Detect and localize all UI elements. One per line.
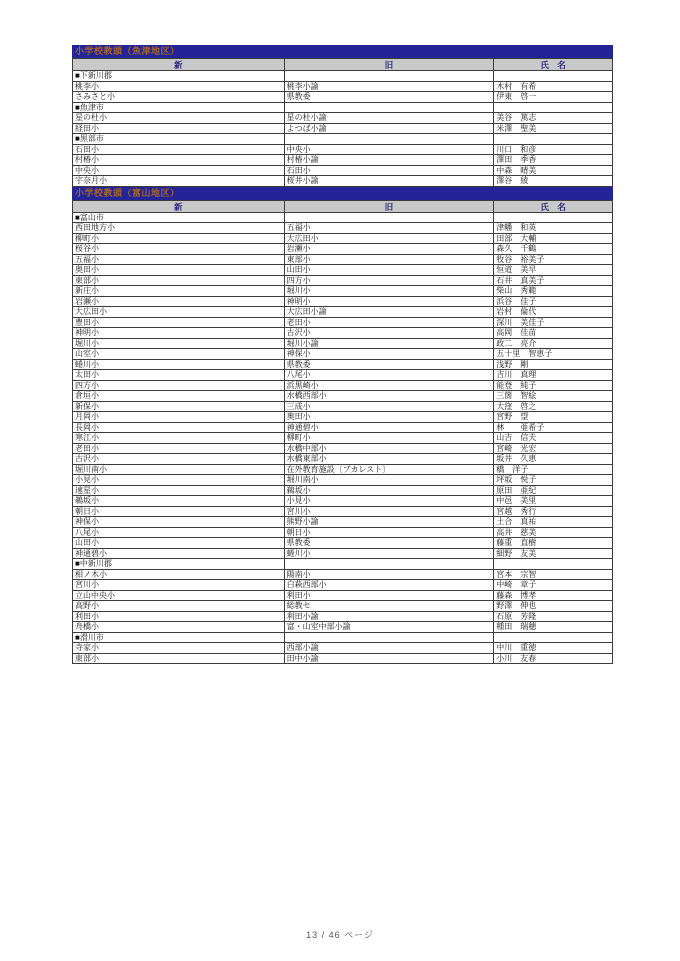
person-name-cell: 宮野 望 [494, 412, 613, 423]
person-name-cell: 伊東 啓一 [494, 92, 613, 103]
old-school-cell: 田中小諭 [285, 654, 495, 665]
table-row [73, 381, 613, 392]
table-row [73, 549, 613, 560]
new-school-cell: 東部小 [73, 276, 285, 287]
group-label: ■滑川市 [73, 633, 285, 644]
old-school-cell: 利田小 [285, 591, 495, 602]
old-school-cell: 利田小諭 [285, 612, 495, 623]
old-school-cell: 老田小 [285, 318, 495, 329]
table-row [73, 92, 613, 103]
new-school-cell: 鵜坂小 [73, 496, 285, 507]
old-school-cell [285, 213, 495, 224]
old-school-cell: 村椿小諭 [285, 155, 495, 166]
person-name-cell: 中崎 章子 [494, 580, 613, 591]
table-row [73, 454, 613, 465]
old-school-cell [285, 633, 495, 644]
group-row [73, 633, 613, 644]
personnel-table [72, 200, 613, 665]
section-title: 小学校教頭（富山地区） [72, 187, 613, 200]
table-row [73, 570, 613, 581]
table-row [73, 370, 613, 381]
person-name-cell [494, 134, 613, 145]
new-school-cell: 村椿小 [73, 155, 285, 166]
person-name-cell: 野澤 伸也 [494, 601, 613, 612]
new-school-cell: 中央小 [73, 166, 285, 177]
old-school-cell [285, 559, 495, 570]
old-school-cell: 県教委 [285, 92, 495, 103]
person-name-cell [494, 559, 613, 570]
table-row [73, 391, 613, 402]
table-row [73, 496, 613, 507]
old-school-cell: 堀川小諭 [285, 339, 495, 350]
table-row [73, 643, 613, 654]
column-header-old: 旧 [285, 201, 495, 213]
new-school-cell: 新保小 [73, 402, 285, 413]
old-school-cell: 桜井小諭 [285, 176, 495, 187]
transfer-list [72, 45, 613, 664]
person-name-cell: 石原 芳隆 [494, 612, 613, 623]
new-school-cell: 堀川小 [73, 339, 285, 350]
person-name-cell: 藤森 博孝 [494, 591, 613, 602]
table-header-row [73, 201, 613, 213]
new-school-cell: 八尾小 [73, 528, 285, 539]
person-name-cell: 林 亜希子 [494, 423, 613, 434]
table-row [73, 360, 613, 371]
person-name-cell: 政二 亮介 [494, 339, 613, 350]
person-name-cell: 深川 美佳子 [494, 318, 613, 329]
new-school-cell: 桜谷小 [73, 244, 285, 255]
new-school-cell: 小見小 [73, 475, 285, 486]
person-name-cell: 大窪 啓之 [494, 402, 613, 413]
new-school-cell: 朝日小 [73, 507, 285, 518]
person-name-cell: 中森 晴美 [494, 166, 613, 177]
person-name-cell: 坂井 久恵 [494, 454, 613, 465]
old-school-cell: 奥田小 [285, 412, 495, 423]
old-school-cell: 白萩西部小 [285, 580, 495, 591]
personnel-table [72, 58, 613, 187]
old-school-cell: 神保小 [285, 349, 495, 360]
table-row [73, 286, 613, 297]
new-school-cell: 蜷川小 [73, 360, 285, 371]
old-school-cell: 岩瀬小 [285, 244, 495, 255]
new-school-cell: 太田小 [73, 370, 285, 381]
personnel-section [72, 45, 613, 187]
table-row [73, 654, 613, 665]
person-name-cell: 宮崎 光宏 [494, 444, 613, 455]
old-school-cell: 小見小 [285, 496, 495, 507]
new-school-cell: 舟橋小 [73, 622, 285, 633]
page-number: 13 / 46 ページ [306, 930, 374, 940]
group-label: ■中新川郡 [73, 559, 285, 570]
old-school-cell: 水橋東部小 [285, 454, 495, 465]
person-name-cell: 橋 洋子 [494, 465, 613, 476]
new-school-cell: 高野小 [73, 601, 285, 612]
new-school-cell: 山田小 [73, 538, 285, 549]
group-label: ■下新川郡 [73, 71, 285, 82]
person-name-cell [494, 103, 613, 114]
old-school-cell: 柳町小 [285, 433, 495, 444]
new-school-cell: 神保小 [73, 517, 285, 528]
person-name-cell: 石井 真美子 [494, 276, 613, 287]
table-row [73, 465, 613, 476]
person-name-cell: 浜谷 佳子 [494, 297, 613, 308]
table-row [73, 113, 613, 124]
new-school-cell: 四方小 [73, 381, 285, 392]
old-school-cell: よつば小諭 [285, 124, 495, 135]
table-row [73, 507, 613, 518]
new-school-cell: 速星小 [73, 486, 285, 497]
table-row [73, 601, 613, 612]
old-school-cell: 大広田小諭 [285, 307, 495, 318]
person-name-cell: 岩村 倫代 [494, 307, 613, 318]
person-name-cell: 細野 友美 [494, 549, 613, 560]
new-school-cell: さみさと小 [73, 92, 285, 103]
column-header-name: 氏 名 [494, 59, 613, 71]
old-school-cell: 朝日小 [285, 528, 495, 539]
table-row [73, 328, 613, 339]
table-row [73, 517, 613, 528]
old-school-cell: 堀川南小 [285, 475, 495, 486]
table-row [73, 538, 613, 549]
table-header-row [73, 59, 613, 71]
new-school-cell: 寺家小 [73, 643, 285, 654]
new-school-cell: 経田小 [73, 124, 285, 135]
group-row [73, 213, 613, 224]
new-school-cell: 豊田小 [73, 318, 285, 329]
group-row [73, 134, 613, 145]
person-name-cell: 津幡 和英 [494, 223, 613, 234]
person-name-cell: 能登 純子 [494, 381, 613, 392]
group-label: ■富山市 [73, 213, 285, 224]
table-row [73, 82, 613, 93]
person-name-cell: 三箇 智絵 [494, 391, 613, 402]
table-row [73, 349, 613, 360]
table-row [73, 433, 613, 444]
old-school-cell: 神明小 [285, 297, 495, 308]
column-header-new: 新 [73, 201, 285, 213]
new-school-cell: 老田小 [73, 444, 285, 455]
old-school-cell [285, 134, 495, 145]
person-name-cell: 柴山 秀範 [494, 286, 613, 297]
group-row [73, 103, 613, 114]
old-school-cell: 三成小 [285, 402, 495, 413]
table-row [73, 580, 613, 591]
old-school-cell: 宮川小 [285, 507, 495, 518]
group-row [73, 559, 613, 570]
person-name-cell: 澤田 季香 [494, 155, 613, 166]
person-name-cell: 高岡 佳苗 [494, 328, 613, 339]
old-school-cell: 星の杜小諭 [285, 113, 495, 124]
new-school-cell: 石田小 [73, 145, 285, 156]
person-name-cell: 吉川 真理 [494, 370, 613, 381]
person-name-cell: 川口 和彦 [494, 145, 613, 156]
old-school-cell: 堀川小 [285, 286, 495, 297]
old-school-cell: 西部小諭 [285, 643, 495, 654]
table-row [73, 475, 613, 486]
new-school-cell: 長岡小 [73, 423, 285, 434]
new-school-cell: 宮川小 [73, 580, 285, 591]
table-row [73, 145, 613, 156]
table-row [73, 444, 613, 455]
table-row [73, 528, 613, 539]
new-school-cell: 利田小 [73, 612, 285, 623]
old-school-cell: 古沢小 [285, 328, 495, 339]
old-school-cell: 桃李小諭 [285, 82, 495, 93]
old-school-cell [285, 103, 495, 114]
personnel-section [72, 187, 613, 665]
new-school-cell: 堀川南小 [73, 465, 285, 476]
person-name-cell: 小川 友春 [494, 654, 613, 665]
section-title: 小学校教頭（魚津地区） [72, 45, 613, 58]
old-school-cell: 八尾小 [285, 370, 495, 381]
table-row [73, 622, 613, 633]
table-row [73, 591, 613, 602]
new-school-cell: 倉垣小 [73, 391, 285, 402]
table-row [73, 612, 613, 623]
person-name-cell: 美谷 篤志 [494, 113, 613, 124]
old-school-cell: 石田小 [285, 166, 495, 177]
old-school-cell: 鵜坂小 [285, 486, 495, 497]
old-school-cell: 東部小 [285, 255, 495, 266]
person-name-cell: 中川 重徳 [494, 643, 613, 654]
new-school-cell: 奥田小 [73, 265, 285, 276]
table-row [73, 176, 613, 187]
person-name-cell: 森久 千鶴 [494, 244, 613, 255]
old-school-cell: 蜷川小 [285, 549, 495, 560]
table-row [73, 402, 613, 413]
new-school-cell: 西田地方小 [73, 223, 285, 234]
person-name-cell: 恒道 美早 [494, 265, 613, 276]
new-school-cell: 大広田小 [73, 307, 285, 318]
new-school-cell: 桃李小 [73, 82, 285, 93]
old-school-cell: 県教委 [285, 538, 495, 549]
column-header-new: 新 [73, 59, 285, 71]
person-name-cell: 高井 慈美 [494, 528, 613, 539]
table-row [73, 234, 613, 245]
column-header-name: 氏 名 [494, 201, 613, 213]
person-name-cell: 宮本 宗智 [494, 570, 613, 581]
new-school-cell: 柳町小 [73, 234, 285, 245]
table-row [73, 339, 613, 350]
new-school-cell: 五福小 [73, 255, 285, 266]
person-name-cell: 五十里 智恵子 [494, 349, 613, 360]
group-label: ■魚津市 [73, 103, 285, 114]
person-name-cell: 藤重 直樹 [494, 538, 613, 549]
new-school-cell: 月岡小 [73, 412, 285, 423]
new-school-cell: 古沢小 [73, 454, 285, 465]
person-name-cell [494, 633, 613, 644]
new-school-cell: 宇奈月小 [73, 176, 285, 187]
old-school-cell: 在外教育施設〔ブカレスト〕 [285, 465, 495, 476]
table-row [73, 486, 613, 497]
old-school-cell: 神通碧小 [285, 423, 495, 434]
new-school-cell: 東部小 [73, 654, 285, 665]
table-row [73, 166, 613, 177]
new-school-cell: 星の杜小 [73, 113, 285, 124]
person-name-cell: 原田 亜紀 [494, 486, 613, 497]
old-school-cell [285, 71, 495, 82]
old-school-cell: 陽南小 [285, 570, 495, 581]
person-name-cell: 土合 真祐 [494, 517, 613, 528]
table-row [73, 307, 613, 318]
old-school-cell: 山田小 [285, 265, 495, 276]
group-label: ■黒部市 [73, 134, 285, 145]
old-school-cell: 五福小 [285, 223, 495, 234]
table-row [73, 124, 613, 135]
old-school-cell: 浜黒崎小 [285, 381, 495, 392]
person-name-cell: 浅野 剛 [494, 360, 613, 371]
old-school-cell: 富・山室中部小諭 [285, 622, 495, 633]
person-name-cell: 山吉 信夫 [494, 433, 613, 444]
new-school-cell: 立山中央小 [73, 591, 285, 602]
person-name-cell [494, 213, 613, 224]
old-school-cell: 水橋西部小 [285, 391, 495, 402]
table-row [73, 412, 613, 423]
table-row [73, 276, 613, 287]
person-name-cell: 種田 瑞穂 [494, 622, 613, 633]
new-school-cell: 相ノ木小 [73, 570, 285, 581]
group-row [73, 71, 613, 82]
person-name-cell: 木村 有希 [494, 82, 613, 93]
old-school-cell: 総教セ [285, 601, 495, 612]
person-name-cell: 米澤 聖美 [494, 124, 613, 135]
table-row [73, 244, 613, 255]
person-name-cell: 牧谷 裕美子 [494, 255, 613, 266]
table-row [73, 318, 613, 329]
new-school-cell: 岩瀬小 [73, 297, 285, 308]
old-school-cell: 熊野小諭 [285, 517, 495, 528]
old-school-cell: 大広田小 [285, 234, 495, 245]
new-school-cell: 山室小 [73, 349, 285, 360]
new-school-cell: 神通碧小 [73, 549, 285, 560]
new-school-cell: 神明小 [73, 328, 285, 339]
old-school-cell: 中央小 [285, 145, 495, 156]
new-school-cell: 寒江小 [73, 433, 285, 444]
person-name-cell: 中邑 美里 [494, 496, 613, 507]
new-school-cell: 新庄小 [73, 286, 285, 297]
table-row [73, 255, 613, 266]
old-school-cell: 県教委 [285, 360, 495, 371]
table-row [73, 297, 613, 308]
table-row [73, 423, 613, 434]
table-row [73, 223, 613, 234]
old-school-cell: 水橋中部小 [285, 444, 495, 455]
column-header-old: 旧 [285, 59, 495, 71]
old-school-cell: 四方小 [285, 276, 495, 287]
person-name-cell: 坪坂 悦子 [494, 475, 613, 486]
person-name-cell [494, 71, 613, 82]
person-name-cell: 澤谷 綾 [494, 176, 613, 187]
table-row [73, 265, 613, 276]
person-name-cell: 田部 大輔 [494, 234, 613, 245]
table-row [73, 155, 613, 166]
person-name-cell: 宮越 秀行 [494, 507, 613, 518]
